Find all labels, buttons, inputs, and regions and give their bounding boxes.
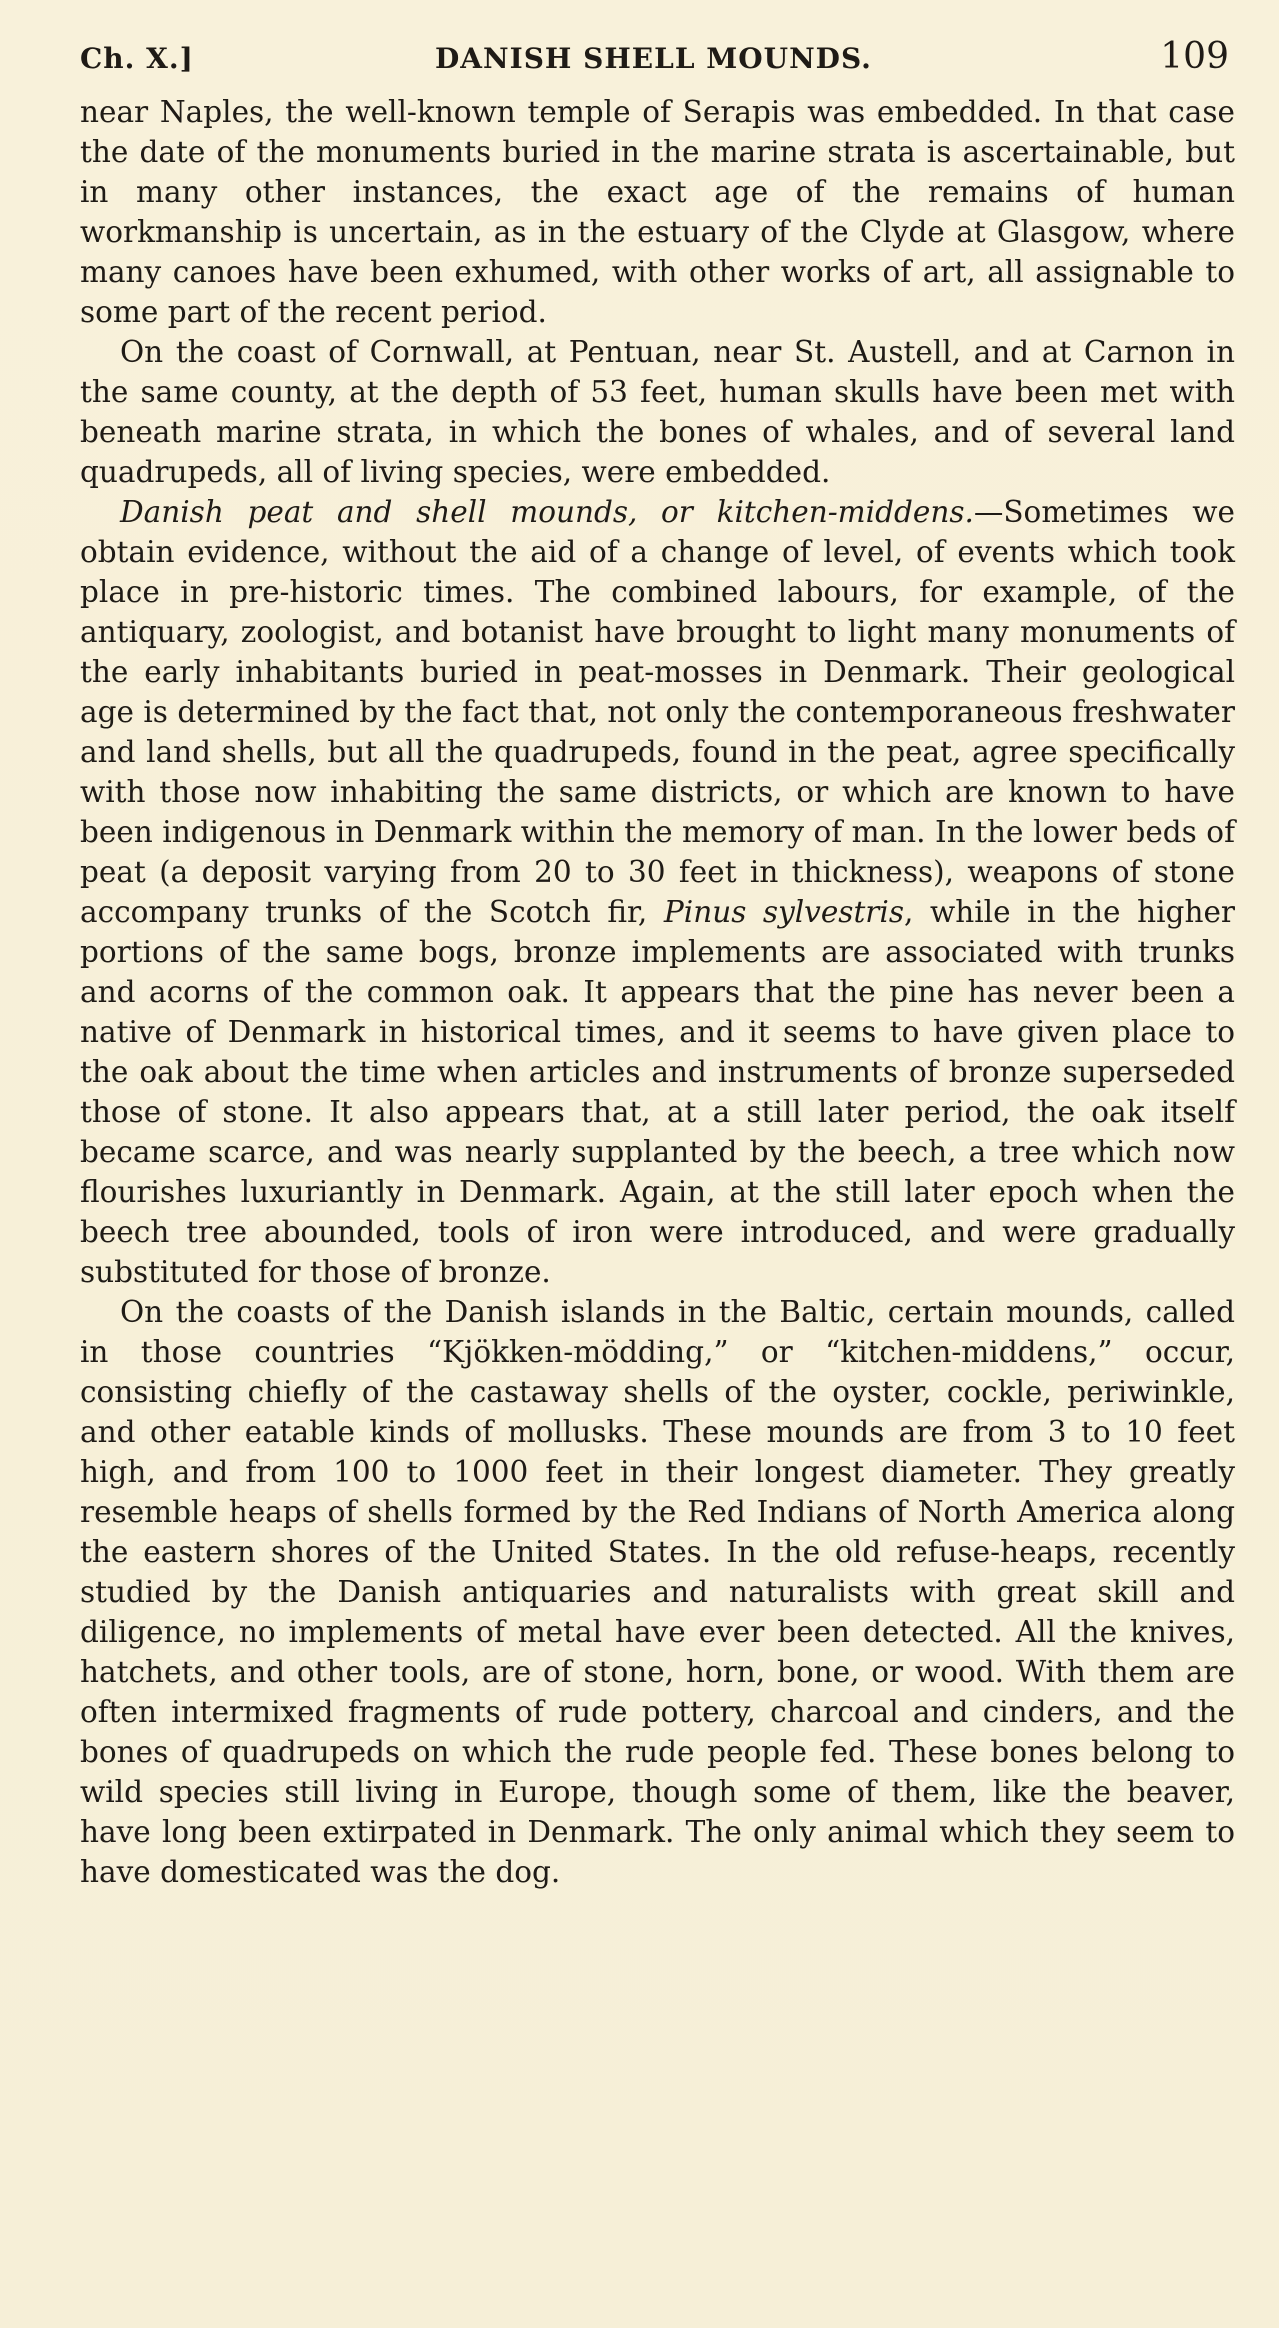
paragraph-text: —Sometimes we obtain evidence, without the aid of a change of level, of events which took place in pre-historic times. The combined labours, for example, of the antiquary, zoologist, and botanist have brought to light many monuments of the early inhabitants buried in peat-mosses in Denmark. Their geological age is determined by the fact that, not only the contemporaneous freshwater and land shells, but all the quadrupeds, found in the peat, agree specifically with those now inhabiting the same districts, or which are known to have been indigenous in Denmark within the memory of man. In the lower beds of peat (a deposit varying from 20 to 30 feet in thickness), weapons of stone accompany trunks of the Scotch fir,: [80, 495, 1235, 929]
paragraph-serapis: near Naples, the well-known temple of Serapis was embedded. In that case the date of the monuments buried in the marine strata is ascertainable, but in many other instances, the exact age of the remains of human workmanship is uncertain, as in the estuary of the Clyde at Glasgow, where many canoes have been exhumed, with other works of art, all assignable to some part of the recent period.: [80, 95, 1235, 329]
body-text: [80, 92, 1235, 1892]
paragraph-danish-peat: [80, 492, 1235, 1292]
running-title: DANISH SHELL MOUNDS.: [435, 42, 872, 75]
section-heading: Danish peat and shell mounds, or kitchen-middens.: [120, 495, 974, 529]
paragraph-cornwall: On the coast of Cornwall, at Pentuan, near St. Austell, and at Carnon in the same county, at the depth of 53 feet, human skulls have been met with beneath marine strata, in which the bones of whales, and of several land quadrupeds, all of living species, were embedded.: [80, 335, 1235, 489]
paragraph-kitchen-middens: On the coasts of the Danish islands in the Baltic, certain mounds, called in those countries “Kjökken-mödding,” or “kitchen-middens,” occur, consisting chiefly of the castaway shells of the oyster, cockle, periwinkle, and other eatable kinds of mollusks. These mounds are from 3 to 10 feet high, and from 100 to 1000 feet in their longest diameter. They greatly resemble heaps of shells formed by the Red Indians of North America along the eastern shores of the United States. In the old refuse-heaps, recently studied by the Danish antiquaries and naturalists with great skill and diligence, no implements of metal have ever been detected. All the knives, hatchets, and other tools, are of stone, horn, bone, or wood. With them are often intermixed fragments of rude pottery, charcoal and cinders, and the bones of quadrupeds on which the rude people fed. These bones belong to wild species still living in Europe, though some of them, like the beaver, have long been extirpated in Denmark. The only animal which they seem to have domesticated was the dog.: [80, 1295, 1235, 1889]
page-number: 109: [1160, 36, 1229, 77]
running-head: [80, 36, 1229, 82]
chapter-label: Ch. X.]: [80, 42, 194, 75]
paragraph-text: , while in the higher portions of the same bogs, bronze implements are associated with trunks and acorns of the common oak. It appears that the pine has never been a native of Denmark in historical times, and it seems to have given place to the oak about the time when articles and instruments of bronze superseded those of stone. It also appears that, at a still later period, the oak itself became scarce, and was nearly supplanted by the beech, a tree which now flourishes luxuriantly in Denmark. Again, at the still later epoch when the beech tree abounded, tools of iron were introduced, and were gradually substituted for those of bronze.: [80, 895, 1235, 1289]
species-name: Pinus sylvestris: [663, 895, 904, 929]
